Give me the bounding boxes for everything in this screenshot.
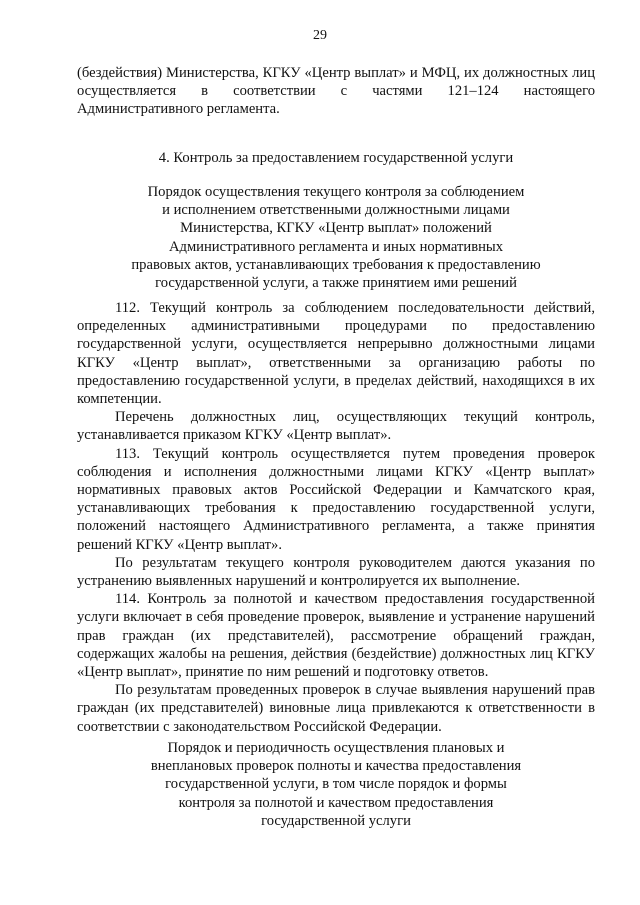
subsection-1-title-line: Административного регламента и иных нормативных	[168, 238, 504, 255]
subsection-2-title-line: государственной услуги, в том числе порядок и формы	[165, 776, 507, 793]
subsection-1-title-line: государственной услуги, а также принятием ими решений	[155, 275, 517, 292]
subsection-2-title-line: внеплановых проверок полноты и качества предоставления	[150, 758, 522, 775]
paragraph-112: 112. Текущий контроль за соблюдением последовательности действий, определенных административными процедурами по предоставлению государственной услуги, осуществляется непрерывно должностными лицами КГКУ «Центр выплат», ответственными за организацию работы по предоставлению государственной услуги, в пределах действий, находящихся в их компетенции.	[77, 300, 595, 408]
subsection-1-title-line: Министерства, КГКУ «Центр выплат» положений	[180, 220, 492, 237]
intro-block	[77, 64, 595, 119]
paragraph-inspection-results: По результатам проведенных проверок в случае выявления нарушений прав граждан (их представителей) виновные лица привлекаются к ответственности в соответствии с законодательством Российской Федерации.	[77, 682, 595, 735]
section-title: 4. Контроль за предоставлением государственной услуги	[158, 150, 514, 166]
page-number: 29	[313, 28, 327, 43]
subsection-2-title	[77, 739, 595, 830]
subsection-1-title-line: правовых актов, устанавливающих требования к предоставлению	[131, 256, 541, 273]
paragraph-113: 113. Текущий контроль осуществляется путем проведения проверок соблюдения и исполнения должностными лицами КГКУ «Центр выплат» нормативных правовых актов Российской Федерации и Камчатского края, устанавливающих требования к предоставлению государственной услуги, положений настоящего Административного регламента, а также принятия решений КГКУ «Центр выплат».	[77, 445, 595, 553]
subsection-1-title-line: и исполнением ответственными должностными лицами	[162, 202, 510, 219]
subsection-2-heading	[77, 739, 595, 830]
subsection-1-heading	[77, 183, 595, 292]
subsection-2-title-line: государственной услуги	[261, 812, 411, 829]
section-heading-block	[77, 149, 595, 167]
intro-paragraph: (бездействия) Министерства, КГКУ «Центр выплат» и МФЦ, их должностных лиц осуществляется в соответствии с частями 121–124 настоящего Административного регламента.	[77, 65, 595, 118]
subsection-2-title-line: контроля за полнотой и качеством предоставления	[178, 794, 494, 811]
subsection-1-title-line: Порядок осуществления текущего контроля за соблюдением	[147, 184, 525, 200]
paragraph-114: 114. Контроль за полнотой и качеством предоставления государственной услуги включает в себя проведение проверок, выявление и устранение нарушений прав граждан (их представителей), рассмотрение обращений граждан, содержащих жалобы на решения, действия (бездействие) должностных лиц КГКУ «Центр выплат», принятие по ним решений и подготовку ответов.	[77, 591, 595, 681]
subsection-2-title-line: Порядок и периодичность осуществления плановых и	[167, 740, 505, 756]
main-body	[77, 299, 595, 736]
paragraph-control-results: По результатам текущего контроля руководителем даются указания по устранению выявленных нарушений и контролируется их выполнение.	[77, 554, 595, 590]
subsection-1-title	[77, 183, 595, 292]
paragraph-officials-list: Перечень должностных лиц, осуществляющих текущий контроль, устанавливается приказом КГКУ «Центр выплат».	[77, 409, 595, 444]
